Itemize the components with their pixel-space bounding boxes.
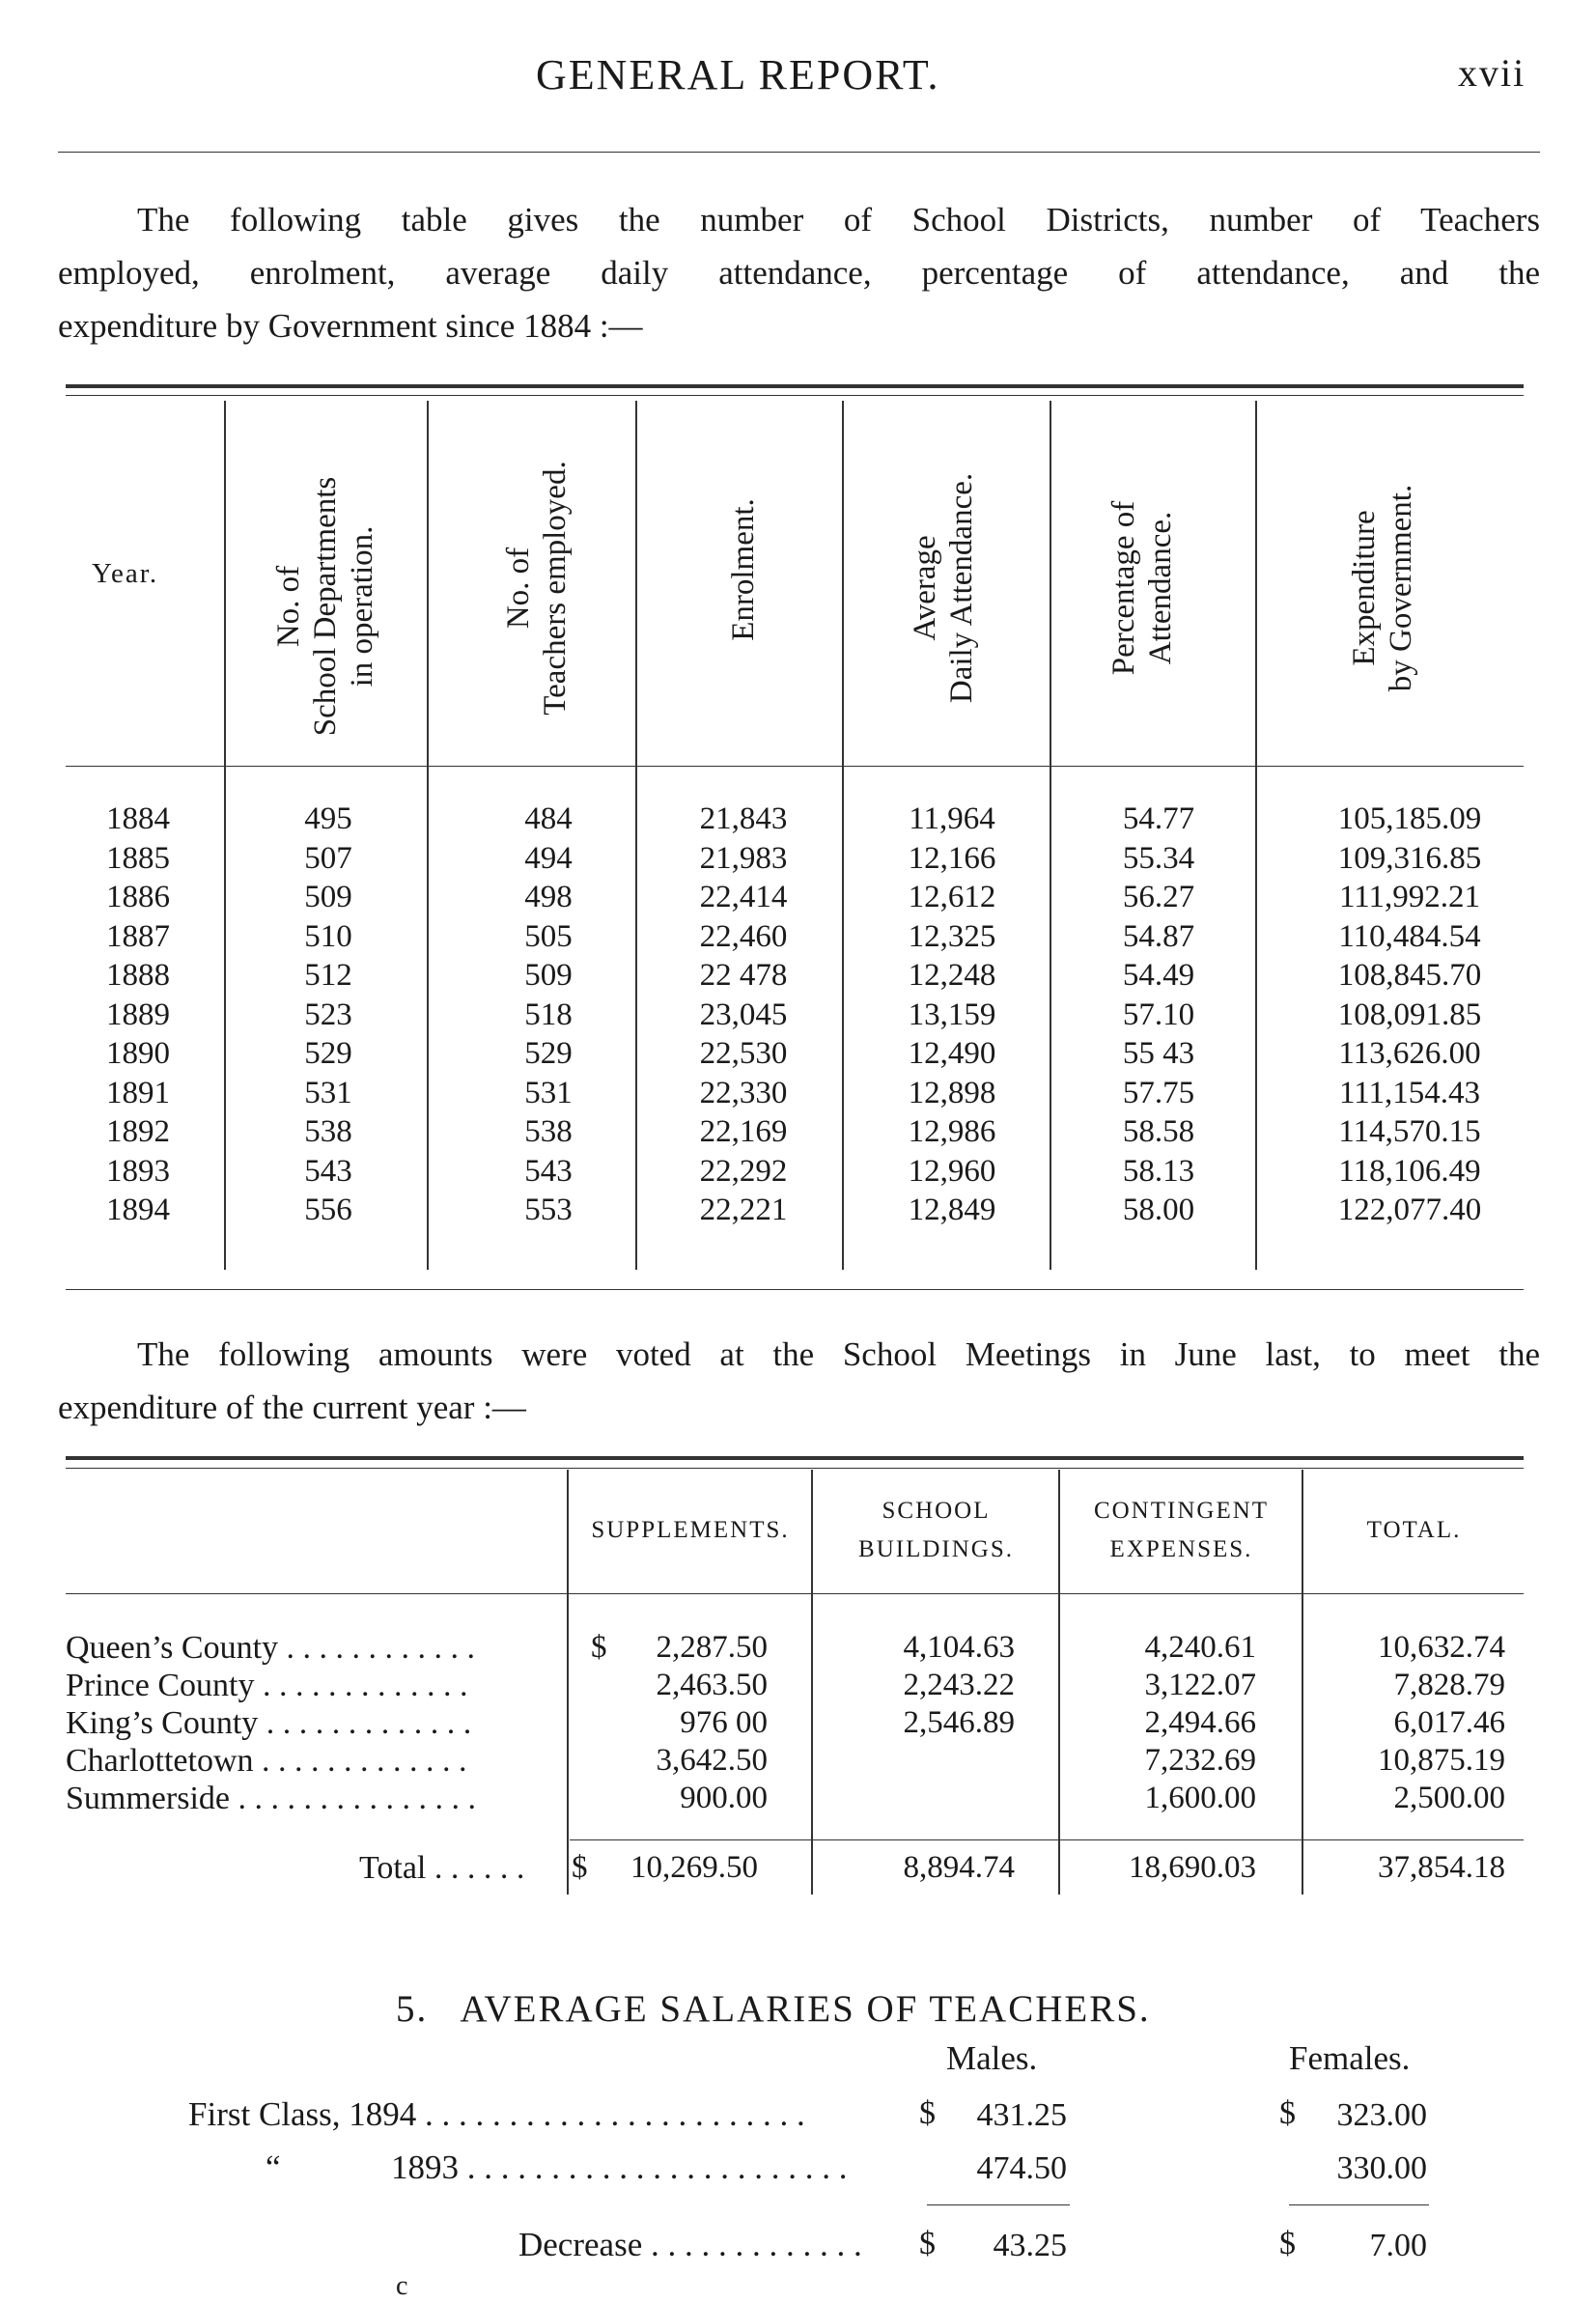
- cell-departments: 529: [304, 1036, 352, 1071]
- cell-departments: 510: [304, 918, 352, 954]
- first-class-1893-label: 1893 . . . . . . . . . . . . . . . . . . . . . . .: [391, 2148, 848, 2186]
- cell-attendance: 12,960: [908, 1153, 996, 1189]
- cell-year: 1890: [106, 1036, 170, 1071]
- column-divider: [842, 401, 844, 1270]
- cell-teachers: 531: [524, 1075, 573, 1110]
- cell-departments: 538: [304, 1114, 352, 1149]
- cell-year: 1893: [106, 1153, 170, 1189]
- cell-departments: 523: [304, 997, 352, 1032]
- table-header-rule: [66, 766, 1524, 767]
- cell-enrolment: 22,169: [699, 1114, 788, 1149]
- header-average-daily-attendance: [907, 443, 980, 733]
- cell-expenditure: 113,626.00: [1338, 1036, 1481, 1071]
- header-supplements: SUPPLEMENTS.: [591, 1517, 790, 1543]
- cell-attendance: 12,248: [908, 958, 996, 993]
- cell-expenditure: 108,091.85: [1337, 997, 1482, 1032]
- row-label: King’s County . . . . . . . . . . . . .: [66, 1705, 472, 1741]
- cell-enrolment: 22,530: [699, 1036, 788, 1071]
- ditto-mark: “: [266, 2148, 281, 2186]
- cell-teachers: 529: [524, 1036, 573, 1071]
- cell-percentage: 57.75: [1122, 1075, 1195, 1110]
- cell-dollar: $: [591, 1630, 607, 1665]
- header-line: in operation.: [345, 525, 379, 688]
- females-1893: 330.00: [1336, 2150, 1427, 2186]
- header-line: Percentage of: [1106, 500, 1141, 676]
- column-divider: [1050, 401, 1051, 1270]
- table2-top-rule-inner: [66, 1468, 1524, 1469]
- cell-year: 1885: [106, 840, 170, 876]
- column-divider: [427, 401, 429, 1270]
- cell-expenditure: 122,077.40: [1337, 1193, 1482, 1227]
- running-head-title: GENERAL REPORT.: [536, 51, 940, 98]
- header-contingent-expenses: [1061, 1492, 1302, 1569]
- cell-percentage: 54.77: [1122, 801, 1195, 836]
- intro-line: employed, enrolment, average daily attendance, percentage of attendance, and the: [58, 254, 1540, 292]
- cell-year: 1889: [106, 997, 170, 1032]
- first-class-1894-label: First Class, 1894 . . . . . . . . . . . . . . . . . . . . . . .: [188, 2095, 805, 2133]
- cell-departments: 495: [304, 801, 352, 836]
- cell-percentage: 55 43: [1122, 1036, 1195, 1071]
- females-sum-rule: [1289, 2204, 1429, 2205]
- cell-supplements: 3,642.50: [656, 1743, 768, 1778]
- males-1894-dollar: $: [919, 2095, 936, 2131]
- header-line: Daily Attendance.: [944, 472, 979, 704]
- header-line: Average: [908, 535, 942, 641]
- cell-year: 1887: [106, 918, 170, 954]
- females-1894-dollar: $: [1279, 2095, 1296, 2131]
- males-sum-rule: [927, 2204, 1070, 2205]
- cell-percentage: 58.13: [1122, 1153, 1195, 1189]
- cell-percentage: 55.34: [1122, 840, 1195, 876]
- total-contingent: 18,690.03: [1129, 1850, 1256, 1885]
- cell-departments: 531: [304, 1075, 352, 1110]
- cell-expenditure: 108,845.70: [1337, 958, 1482, 993]
- cell-buildings: 2,243.22: [903, 1668, 1015, 1702]
- table2-header-rule: [66, 1593, 1524, 1594]
- females-decrease-dollar: $: [1279, 2226, 1296, 2261]
- cell-percentage: 56.27: [1122, 880, 1195, 914]
- table-bottom-rule: [66, 1289, 1524, 1290]
- males-decrease: 43.25: [993, 2228, 1067, 2263]
- row-label: Queen’s County . . . . . . . . . . . .: [66, 1630, 476, 1666]
- cell-percentage: 58.00: [1122, 1193, 1195, 1227]
- cell-teachers: 484: [524, 801, 573, 836]
- header-line: EXPENSES.: [1109, 1536, 1253, 1562]
- cell-total: 2,500.00: [1393, 1781, 1505, 1815]
- cell-total: 10,632.74: [1378, 1630, 1505, 1665]
- cell-enrolment: 22,221: [699, 1193, 788, 1227]
- header-line: No. of: [501, 547, 536, 630]
- header-line: No. of: [271, 565, 306, 648]
- cell-total: 6,017.46: [1393, 1705, 1505, 1740]
- cell-total: 7,828.79: [1393, 1668, 1505, 1702]
- signature-mark: c: [396, 2271, 408, 2301]
- header-school-departments: [270, 452, 380, 761]
- column-divider: [811, 1470, 813, 1895]
- cell-teachers: 538: [524, 1114, 573, 1149]
- cell-attendance: 12,490: [908, 1036, 996, 1071]
- cell-departments: 509: [304, 880, 352, 914]
- cell-buildings: 4,104.63: [903, 1630, 1015, 1665]
- cell-year: 1894: [106, 1193, 170, 1227]
- second-line: expenditure of the current year :—: [58, 1389, 526, 1426]
- header-total: TOTAL.: [1366, 1517, 1462, 1543]
- cell-expenditure: 118,106.49: [1338, 1153, 1481, 1189]
- cell-enrolment: 22,414: [699, 880, 788, 914]
- header-rule: [58, 152, 1540, 153]
- column-divider: [224, 401, 226, 1270]
- cell-attendance: 12,166: [908, 840, 996, 876]
- cell-supplements: 2,287.50: [656, 1630, 768, 1665]
- cell-attendance: 12,325: [908, 918, 996, 954]
- males-decrease-dollar: $: [919, 2226, 936, 2261]
- males-1893: 474.50: [976, 2150, 1067, 2186]
- column-divider: [1058, 1470, 1060, 1895]
- cell-attendance: 12,986: [908, 1114, 996, 1149]
- cell-expenditure: 109,316.85: [1337, 840, 1482, 876]
- cell-year: 1888: [106, 958, 170, 993]
- total-row-dollar: $: [572, 1850, 588, 1885]
- cell-expenditure: 114,570.15: [1338, 1114, 1481, 1149]
- cell-attendance: 13,159: [908, 997, 996, 1032]
- header-males: Males.: [946, 2039, 1038, 2077]
- cell-attendance: 12,612: [908, 880, 996, 914]
- cell-expenditure: 105,185.09: [1337, 801, 1482, 836]
- cell-contingent: 4,240.61: [1144, 1630, 1256, 1665]
- second-line: The following amounts were voted at the School Meetings in June last, to meet the: [137, 1335, 1540, 1373]
- header-line: Teachers employed.: [538, 461, 573, 716]
- intro-line: The following table gives the number of School Districts, number of Teachers: [137, 201, 1540, 239]
- table-top-rule: [66, 384, 1524, 388]
- cell-year: 1891: [106, 1075, 170, 1110]
- cell-supplements: 900.00: [680, 1781, 768, 1815]
- total-buildings: 8,894.74: [903, 1850, 1015, 1885]
- cell-teachers: 518: [524, 997, 573, 1032]
- header-year: Year.: [92, 558, 159, 589]
- cell-total: 10,875.19: [1378, 1743, 1505, 1778]
- header-line: SCHOOL: [882, 1498, 991, 1524]
- cell-percentage: 54.87: [1122, 918, 1195, 954]
- cell-contingent: 7,232.69: [1144, 1743, 1256, 1778]
- cell-enrolment: 22,460: [699, 918, 788, 954]
- cell-year: 1892: [106, 1114, 170, 1149]
- intro-line: expenditure by Government since 1884 :—: [58, 307, 643, 345]
- table2-total-rule: [570, 1839, 1524, 1840]
- cell-departments: 507: [304, 840, 352, 876]
- cell-departments: 556: [304, 1193, 352, 1227]
- total-row-label: Total . . . . . .: [359, 1850, 525, 1886]
- cell-enrolment: 21,843: [699, 801, 788, 836]
- cell-supplements: 976 00: [680, 1705, 768, 1740]
- table-top-rule-inner: [66, 395, 1524, 396]
- page-number: xvii: [1458, 51, 1526, 95]
- cell-attendance: 11,964: [909, 801, 995, 836]
- cell-departments: 543: [304, 1153, 352, 1189]
- row-label: Summerside . . . . . . . . . . . . . . .: [66, 1781, 476, 1816]
- cell-attendance: 12,898: [908, 1075, 996, 1110]
- females-1894: 323.00: [1336, 2097, 1427, 2133]
- cell-teachers: 553: [524, 1193, 573, 1227]
- cell-teachers: 498: [524, 880, 573, 914]
- total-supplements: 10,269.50: [630, 1850, 758, 1885]
- females-decrease: 7.00: [1369, 2228, 1427, 2263]
- cell-year: 1886: [106, 880, 170, 914]
- cell-expenditure: 111,992.21: [1338, 880, 1481, 914]
- cell-contingent: 1,600.00: [1144, 1781, 1256, 1815]
- cell-enrolment: 21,983: [699, 840, 788, 876]
- cell-expenditure: 111,154.43: [1338, 1075, 1481, 1110]
- intro-paragraph: [58, 193, 1540, 352]
- cell-enrolment: 22 478: [699, 958, 788, 993]
- cell-attendance: 12,849: [908, 1193, 996, 1227]
- header-line: by Government.: [1384, 484, 1418, 692]
- column-divider: [1255, 401, 1257, 1270]
- cell-supplements: 2,463.50: [656, 1668, 768, 1702]
- header-females: Females.: [1289, 2039, 1411, 2077]
- cell-contingent: 3,122.07: [1144, 1668, 1256, 1702]
- cell-enrolment: 22,292: [699, 1153, 788, 1189]
- cell-contingent: 2,494.66: [1144, 1705, 1256, 1740]
- decrease-label: Decrease . . . . . . . . . . . . .: [518, 2226, 862, 2263]
- header-school-buildings: [814, 1492, 1058, 1569]
- cell-teachers: 543: [524, 1153, 573, 1189]
- header-line: Expenditure: [1347, 510, 1382, 666]
- cell-buildings: 2,546.89: [903, 1705, 1015, 1740]
- section-title: [396, 1987, 1151, 2031]
- cell-enrolment: 22,330: [699, 1075, 788, 1110]
- column-divider: [1302, 1470, 1303, 1895]
- header-expenditure: [1346, 463, 1419, 714]
- row-label: Charlottetown . . . . . . . . . . . . .: [66, 1743, 467, 1779]
- header-line: BUILDINGS.: [858, 1536, 1014, 1562]
- males-1894: 431.25: [976, 2097, 1067, 2133]
- header-line: Attendance.: [1143, 511, 1178, 665]
- cell-percentage: 57.10: [1122, 997, 1195, 1032]
- total-total: 37,854.18: [1378, 1850, 1505, 1885]
- cell-enrolment: 23,045: [699, 997, 788, 1032]
- cell-teachers: 494: [524, 840, 573, 876]
- cell-departments: 512: [304, 958, 352, 993]
- header-enrolment: [725, 454, 762, 686]
- header-percentage-attendance: [1106, 472, 1179, 704]
- second-paragraph: [58, 1328, 1540, 1434]
- header-teachers-employed: [500, 434, 574, 743]
- header-line: School Departments: [308, 476, 343, 737]
- cell-teachers: 509: [524, 958, 573, 993]
- cell-teachers: 505: [524, 918, 573, 954]
- cell-year: 1884: [106, 801, 170, 836]
- header-line: CONTINGENT: [1093, 1498, 1270, 1524]
- cell-percentage: 58.58: [1122, 1114, 1195, 1149]
- header-line: Enrolment.: [726, 498, 761, 641]
- section-number: 5.: [396, 1988, 429, 2030]
- section-heading: AVERAGE SALARIES OF TEACHERS.: [460, 1988, 1151, 2030]
- column-divider: [567, 1470, 569, 1895]
- table2-top-rule: [66, 1456, 1524, 1460]
- cell-percentage: 54.49: [1122, 958, 1195, 993]
- row-label: Prince County . . . . . . . . . . . . .: [66, 1668, 468, 1703]
- cell-expenditure: 110,484.54: [1338, 918, 1481, 954]
